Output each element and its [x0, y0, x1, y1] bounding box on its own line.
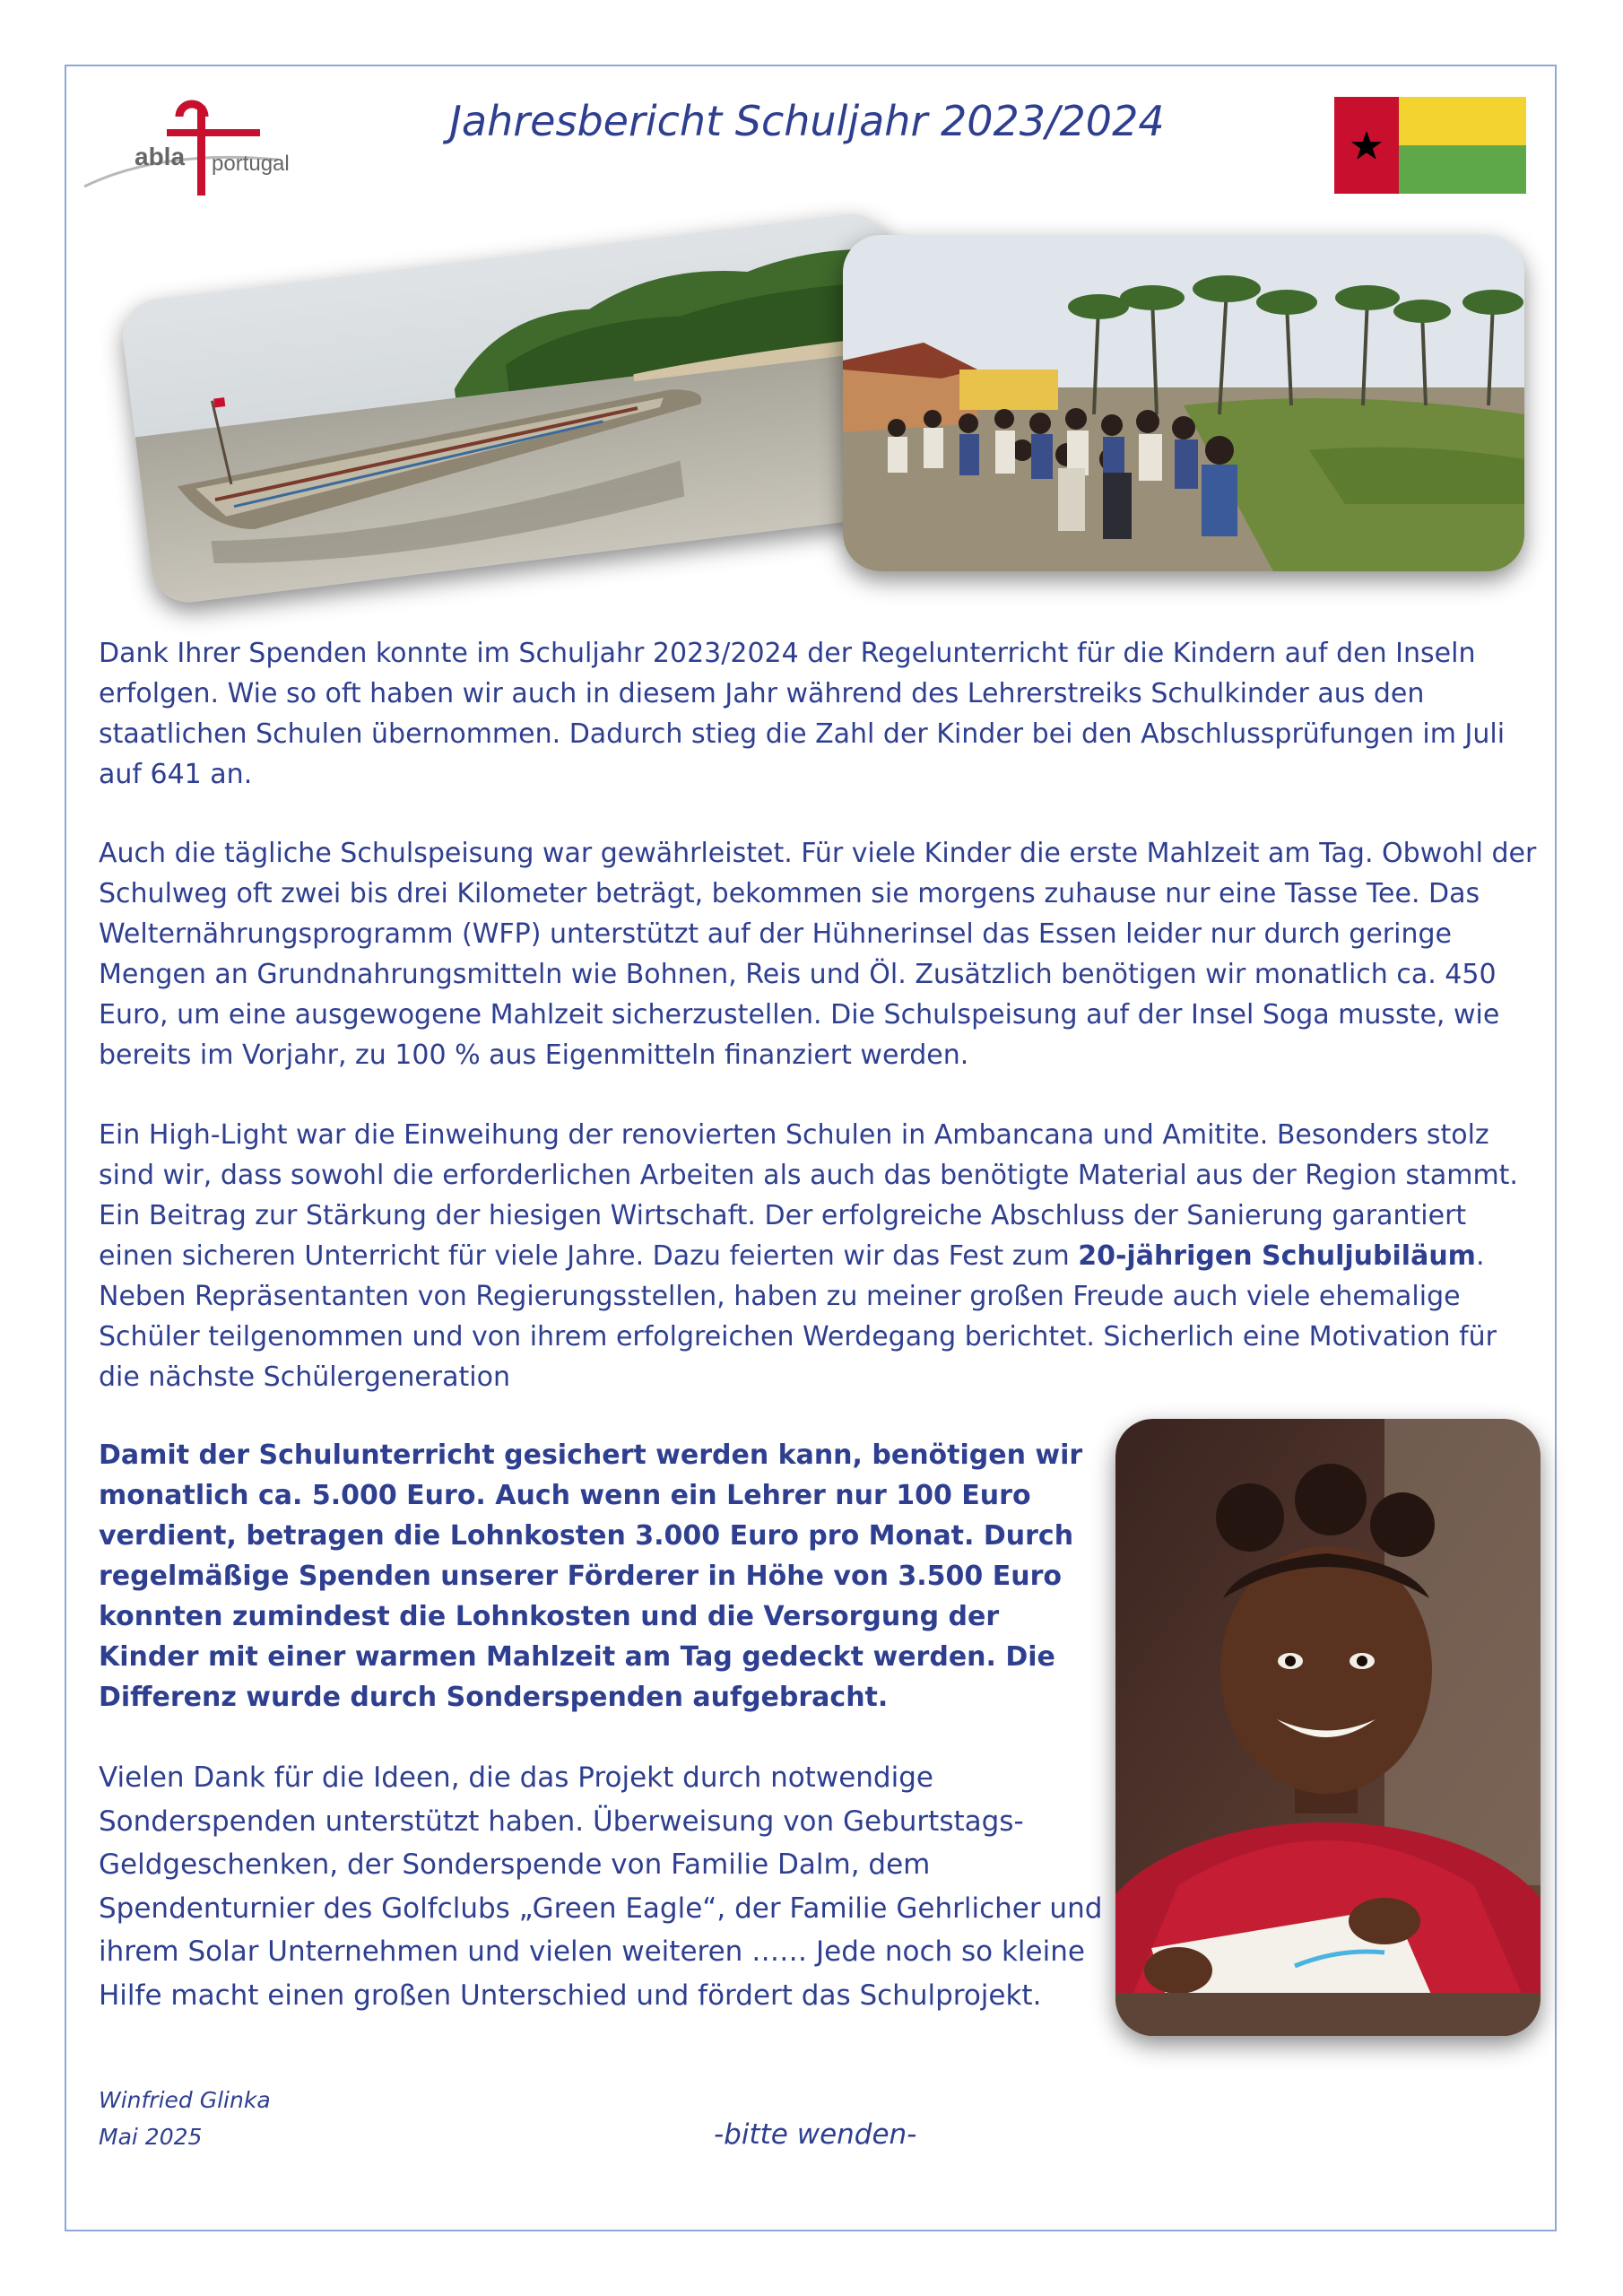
- kids-photo: [843, 235, 1524, 571]
- guinea-bissau-flag-icon: [1334, 97, 1526, 194]
- author-name: Winfried Glinka: [99, 2087, 271, 2113]
- paragraph-highlight-text-a: Ein High-Light war die Einweihung der renovierten Schulen in Ambancana und Amitite. Besonders stolz sind wir, dass sowohl die erforderlichen Arbeiten als auch das benötigte Material aus der Region stammt. Ein Beitrag zur Stärkung der hiesigen Wirtschaft. Der erfolgreiche Abschluss der Sanierung garantiert einen sicheren Unterricht für viele Jahre. Dazu feierten wir das Fest zum: [99, 1119, 1518, 1272]
- abla-portugal-logo: [81, 97, 323, 204]
- paragraph-thanks: Vielen Dank für die Ideen, die das Projekt durch notwendige Sonderspenden unterstützt haben. Überweisung von Geburtstags-Geldgeschenken, der Sonderspende von Familie Dalm, dem Spendenturnier des Golfclubs „Green Eagle“, der Familie Gehrlicher und ihrem Solar Unternehmen und vielen weiteren …… Jede noch so kleine Hilfe macht einen großen Unterschied und fördert das Schulprojekt.: [99, 1761, 1103, 2012]
- please-turn-note: -bitte wenden-: [714, 2118, 917, 2151]
- girl-photo: [1115, 1419, 1541, 2036]
- anniversary-highlight: 20-jährigen Schuljubiläum: [1078, 1240, 1476, 1272]
- page-title: Jahresbericht Schuljahr 2023/2024: [449, 97, 1165, 145]
- paragraph-intro: Dank Ihrer Spenden konnte im Schuljahr 2023/2024 der Regelunterricht für die Kindern auf den Inseln erfolgen. Wie so oft haben wir auch in diesem Jahr während des Lehrerstreiks Schulkinder aus den staatlichen Schulen übernommen. Dadurch stieg die Zahl der Kinder bei den Abschlussprüfungen im Juli auf 641 an.: [99, 638, 1506, 790]
- paragraph-highlight: [99, 1115, 1542, 1397]
- paragraph-highlight-text-b: . Neben Repräsentanten von Regierungsstellen, haben zu meiner großen Freude auch viele ehemalige Schüler teilgenommen und von ihrem erfolgreichen Werdegang berichtet. Sicherlich eine Motivation für die nächste Schülergeneration: [99, 1240, 1497, 1393]
- paragraph-funding-needs: Damit der Schulunterricht gesichert werden kann, benötigen wir monatlich ca. 5.000 Euro. Auch wenn ein Lehrer nur 100 Euro verdient, betragen die Lohnkosten 3.000 Euro pro Monat. Durch regelmäßige Spenden unserer Förderer in Höhe von 3.500 Euro konnten zumindest die Lohnkosten und die Versorgung der Kinder mit einer warmen Mahlzeit am Tag gedeckt werden. Die Differenz wurde durch Sonderspenden aufgebracht.: [99, 1439, 1083, 1713]
- paragraph-school-meals: Auch die tägliche Schulspeisung war gewährleistet. Für viele Kinder die erste Mahlzeit am Tag. Obwohl der Schulweg oft zwei bis drei Kilometer beträgt, bekommen sie morgens zuhause nur eine Tasse Tee. Das Welternährungsprogramm (WFP) unterstützt auf der Hühnerinsel das Essen leider nur durch geringe Mengen an Grundnahrungsmitteln wie Bohnen, Reis und Öl. Zusätzlich benötigen wir monatlich ca. 450 Euro, um eine ausgewogene Mahlzeit sicherzustellen. Die Schulspeisung auf der Insel Soga musste, wie bereits im Vorjahr, zu 100 % aus Eigenmitteln finanziert werden.: [99, 838, 1537, 1071]
- report-date: Mai 2025: [99, 2124, 203, 2150]
- logo-text-right: portugal: [212, 152, 290, 176]
- logo-text-left: abla: [135, 143, 186, 170]
